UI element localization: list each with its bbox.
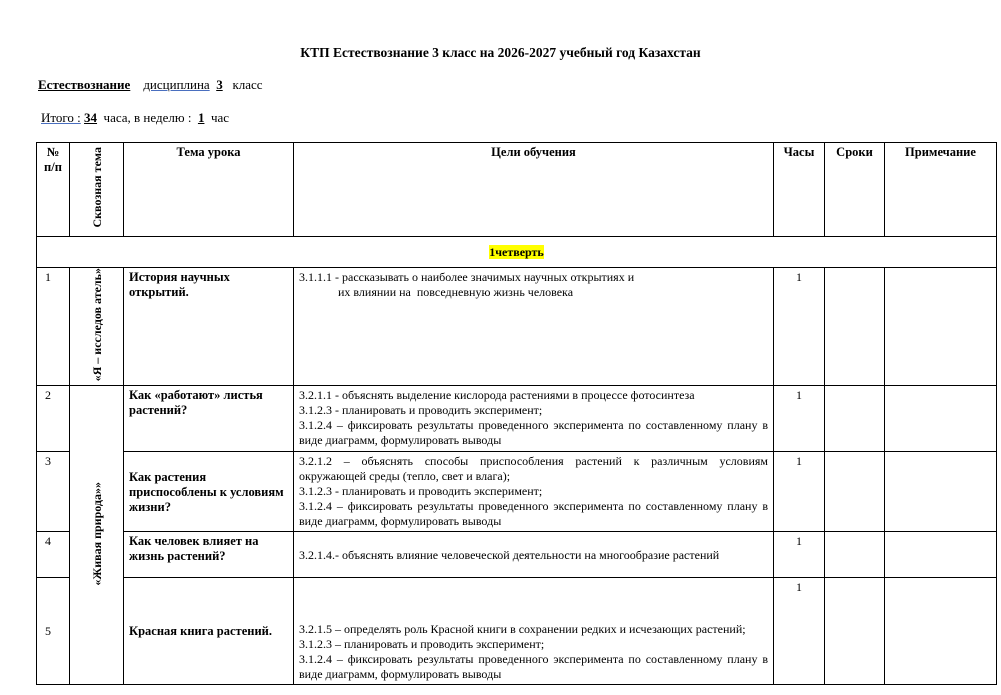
total-hours-value: 34 bbox=[84, 110, 98, 125]
curriculum-table bbox=[36, 142, 997, 685]
total-label: Итого : bbox=[41, 110, 81, 125]
row-num: 2 bbox=[37, 386, 70, 452]
header-num: № п/п bbox=[37, 143, 70, 237]
header-theme: Сквозная тема bbox=[70, 143, 124, 237]
header-topic: Тема урока bbox=[124, 143, 294, 237]
subject-line bbox=[38, 77, 263, 93]
note-cell bbox=[885, 452, 997, 532]
dates-cell bbox=[825, 532, 885, 578]
class-label: класс bbox=[232, 77, 263, 92]
theme-cell: «Я – исследов атель» bbox=[70, 268, 124, 386]
totals-line bbox=[41, 110, 229, 126]
dates-cell bbox=[825, 452, 885, 532]
dates-cell bbox=[825, 268, 885, 386]
topic-cell: Как растения приспособлены к условиям жизни? bbox=[124, 452, 294, 532]
header-note: Примечание bbox=[885, 143, 997, 237]
week-hours-value: 1 bbox=[197, 110, 205, 125]
row-num: 1 bbox=[37, 268, 70, 386]
table-header-row bbox=[37, 143, 997, 237]
quarter-label: 1четверть bbox=[489, 244, 544, 259]
hours-cell: 1 bbox=[774, 268, 825, 386]
table-row bbox=[37, 268, 997, 386]
goals-cell: 3.1.1.1 - рассказывать о наиболее значимых научных открытиях и их влиянии на повседневную жизнь человека bbox=[294, 268, 774, 386]
theme-cell: «Живая природа»» bbox=[70, 386, 124, 685]
grade-number: 3 bbox=[216, 77, 223, 92]
row-num: 4 bbox=[37, 532, 70, 578]
goals-cell: 3.2.1.1 - объяснять выделение кислорода растениями в процессе фотосинтеза 3.1.2.3 - планировать и проводить эксперимент; 3.1.2.4 – фиксировать результаты проведенного эксперимента по составленному плану в виде диаграмм, формулировать выводы bbox=[294, 386, 774, 452]
header-goals: Цели обучения bbox=[294, 143, 774, 237]
header-dates: Сроки bbox=[825, 143, 885, 237]
topic-cell: Как человек влияет на жизнь растений? bbox=[124, 532, 294, 578]
note-cell bbox=[885, 578, 997, 685]
table-row bbox=[37, 532, 997, 578]
goals-cell: 3.2.1.5 – определять роль Красной книги в сохранении редких и исчезающих растений; 3.1.2.3 – планировать и проводить эксперимент; 3.1.2.4 – фиксировать результаты проведенного эксперимента по составленному плану в виде диаграмм, формулировать выводы bbox=[294, 578, 774, 685]
dates-cell bbox=[825, 578, 885, 685]
hour-label: час bbox=[210, 110, 230, 125]
goals-cell: 3.2.1.4.- объяснять влияние человеческой деятельности на многообразие растений bbox=[294, 532, 774, 578]
note-cell bbox=[885, 268, 997, 386]
topic-cell: Как «работают» листья растений? bbox=[124, 386, 294, 452]
note-cell bbox=[885, 386, 997, 452]
table-row bbox=[37, 452, 997, 532]
topic-cell: Красная книга растений. bbox=[124, 578, 294, 685]
row-num: 5 bbox=[37, 578, 70, 685]
hours-cell: 1 bbox=[774, 452, 825, 532]
table-row bbox=[37, 578, 997, 685]
discipline-label: дисциплина bbox=[143, 77, 210, 92]
goals-cell: 3.2.1.2 – объяснять способы приспособления растений к различным условиям окружающей среды (тепло, свет и влага); 3.1.2.3 - планировать и проводить эксперимент; 3.1.2.4 – фиксировать результаты проведенного эксперимента по составленному плану в виде диаграмм, формулировать выводы bbox=[294, 452, 774, 532]
hours-cell: 1 bbox=[774, 532, 825, 578]
row-num: 3 bbox=[37, 452, 70, 532]
header-hours: Часы bbox=[774, 143, 825, 237]
quarter-row bbox=[37, 237, 997, 268]
document-title: КТП Естествознание 3 класс на 2026-2027 учебный год Казахстан bbox=[300, 45, 701, 60]
hours-per-week-label: часа, в неделю : bbox=[103, 110, 192, 125]
note-cell bbox=[885, 532, 997, 578]
subject-name: Естествознание bbox=[38, 77, 131, 92]
dates-cell bbox=[825, 386, 885, 452]
topic-cell: История научных открытий. bbox=[124, 268, 294, 386]
hours-cell: 1 bbox=[774, 386, 825, 452]
table-row bbox=[37, 386, 997, 452]
hours-cell: 1 bbox=[774, 578, 825, 685]
